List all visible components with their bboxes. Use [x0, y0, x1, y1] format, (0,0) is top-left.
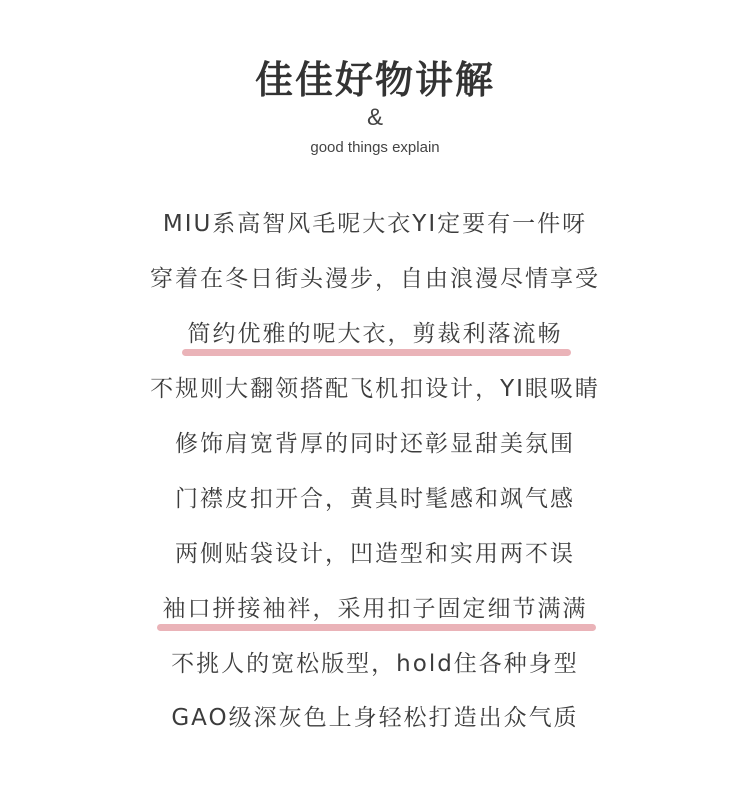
description-lines	[0, 197, 750, 746]
description-line-5	[175, 429, 575, 459]
line-text: MIU系高智风毛呢大衣YI定要有一件呀	[162, 211, 588, 238]
line-row	[0, 417, 750, 472]
line-text: 两侧贴袋设计，凹造型和实用两不误	[175, 540, 575, 567]
description-line-1	[163, 209, 587, 239]
page-title: 佳佳好物讲解	[254, 58, 495, 102]
description-line-6	[175, 484, 575, 514]
line-row	[0, 307, 750, 362]
description-line-9	[171, 649, 579, 679]
line-row	[0, 691, 750, 746]
description-line-2	[150, 264, 600, 294]
ampersand: &	[366, 104, 383, 131]
description-line-3	[188, 319, 563, 349]
line-row	[0, 252, 750, 307]
line-text: 修饰肩宽背厚的同时还彰显甜美氛围	[175, 431, 575, 457]
line-row	[0, 581, 750, 636]
description-line-8	[163, 594, 588, 624]
highlight-underline	[157, 624, 596, 631]
description-line-4	[150, 374, 600, 404]
line-row	[0, 197, 750, 252]
line-text: 袖口拼接袖袢，采用扣子固定细节满满	[162, 595, 588, 622]
page-subtitle: good things explain	[310, 139, 440, 156]
line-text: GAO级深灰色上身轻松打造出众气质	[171, 705, 579, 732]
line-row	[0, 636, 750, 691]
line-text: 简约优雅的呢大衣，剪裁利落流畅	[187, 321, 563, 348]
description-line-7	[175, 539, 575, 569]
line-text: 不规则大翻领搭配飞机扣设计，YI眼吸睛	[150, 376, 600, 403]
line-text: 不挑人的宽松版型，hold住各种身型	[171, 650, 579, 677]
line-text: 门襟皮扣开合，黄具时髦感和飒气感	[175, 485, 575, 512]
description-line-10	[171, 703, 578, 733]
header	[0, 54, 750, 158]
line-text: 穿着在冬日街头漫步，自由浪漫尽情享受	[150, 266, 600, 293]
line-row	[0, 526, 750, 581]
line-row	[0, 471, 750, 526]
highlight-underline	[182, 349, 571, 356]
line-row	[0, 362, 750, 417]
